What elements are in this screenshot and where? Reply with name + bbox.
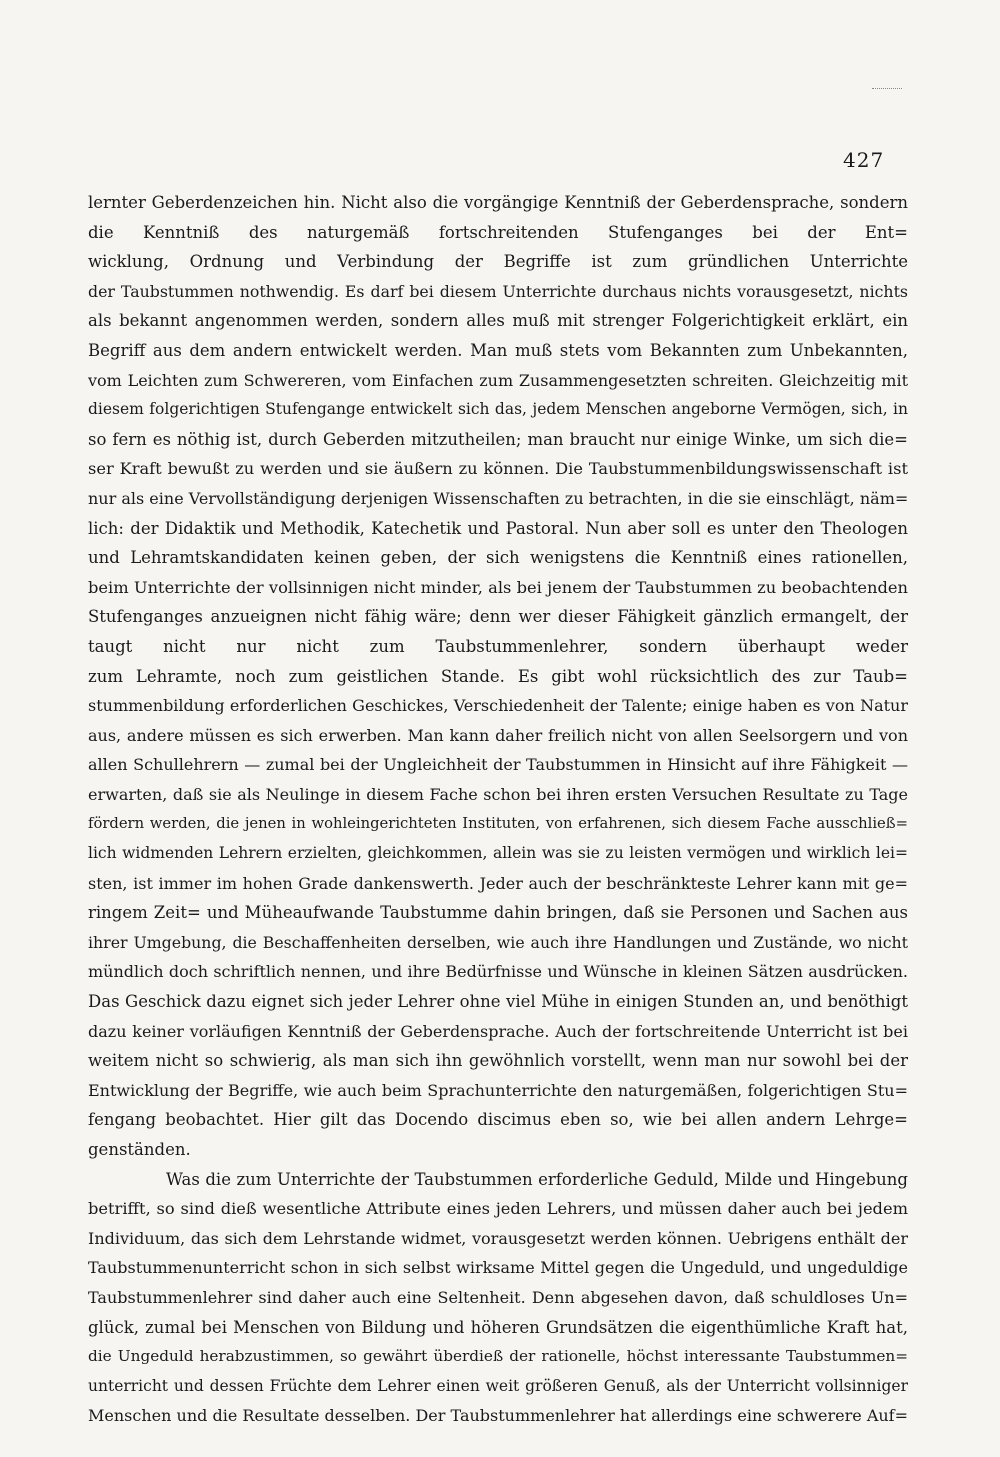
text-line: Taubstummenunterricht schon in sich selbst wirksame Mittel gegen die Ungeduld, und ungeduldige — [88, 1258, 908, 1278]
stray-mark — [872, 88, 902, 93]
text-line: fengang beobachtet. Hier gilt das Docendo discimus eben so, wie bei allen andern Lehrge= — [88, 1110, 908, 1130]
paragraph-start-line: Was die zum Unterrichte der Taubstummen erforderliche Geduld, Milde und Hingebung — [166, 1169, 908, 1189]
text-line: aus, andere müssen es sich erwerben. Man kann daher freilich nicht von allen Seelsorgern und von — [88, 725, 908, 745]
text-line: die Kenntniß des naturgemäß fortschreitenden Stufenganges bei der Ent= — [88, 222, 908, 242]
text-line: wicklung, Ordnung und Verbindung der Begriffe ist zum gründlichen Unterrichte — [88, 252, 908, 272]
text-line: Taubstummenlehrer sind daher auch eine Seltenheit. Denn abgesehen davon, daß schuldloses Un= — [88, 1287, 908, 1307]
text-line: der Taubstummen nothwendig. Es darf bei diesem Unterrichte durchaus nichts vorausgesetzt, nichts — [88, 281, 908, 301]
text-line: und Lehramtskandidaten keinen geben, der sich wenigstens die Kenntniß eines rationellen, — [88, 548, 908, 568]
text-line: sten, ist immer im hohen Grade dankenswerth. Jeder auch der beschränkteste Lehrer kann mit ge= — [88, 873, 908, 893]
text-line: mündlich doch schriftlich nennen, und ihre Bedürfnisse und Wünsche in kleinen Sätzen ausdrücken. — [88, 962, 908, 982]
text-line: nur als eine Vervollständigung derjenigen Wissenschaften zu betrachten, in die sie einschlägt, näm= — [88, 488, 908, 508]
text-line: Begriff aus dem andern entwickelt werden. Man muß stets vom Bekannten zum Unbekannten, — [88, 340, 908, 360]
text-line: Das Geschick dazu eignet sich jeder Lehrer ohne viel Mühe in einigen Stunden an, und benöthigt — [88, 992, 908, 1012]
text-line: als bekannt angenommen werden, sondern alles muß mit strenger Folgerichtigkeit erklärt, ein — [88, 311, 908, 331]
text-line: erwarten, daß sie als Neulinge in diesem Fache schon bei ihren ersten Versuchen Resultate zu Tage — [88, 784, 908, 804]
text-line: Stufenganges anzueignen nicht fähig wäre; denn wer dieser Fähigkeit gänzlich ermangelt, der — [88, 607, 908, 627]
text-line: Menschen und die Resultate desselben. Der Taubstummenlehrer hat allerdings eine schwerere Auf= — [88, 1406, 908, 1426]
text-line: betrifft, so sind dieß wesentliche Attribute eines jeden Lehrers, und müssen daher auch bei jedem — [88, 1199, 908, 1219]
text-line: die Ungeduld herabzustimmen, so gewährt überdieß der rationelle, höchst interessante Taubstummen= — [88, 1347, 908, 1366]
text-line: weitem nicht so schwierig, als man sich ihn gewöhnlich vorstellt, wenn man nur sowohl bei der — [88, 1051, 908, 1071]
text-line: unterricht und dessen Früchte dem Lehrer einen weit größeren Genuß, als der Unterricht vollsinniger — [88, 1376, 908, 1395]
text-line: beim Unterrichte der vollsinnigen nicht minder, als bei jenem der Taubstummen zu beobachtenden — [88, 577, 908, 597]
text-line: lich widmenden Lehrern erzielten, gleichkommen, allein was sie zu leisten vermögen und wirklich lei= — [88, 844, 908, 863]
text-line: zum Lehramte, noch zum geistlichen Stande. Es gibt wohl rücksichtlich des zur Taub= — [88, 666, 908, 686]
text-line: fördern werden, die jenen in wohleingerichteten Instituten, von erfahrenen, sich diesem Fache ausschließ= — [88, 815, 908, 833]
text-line: glück, zumal bei Menschen von Bildung und höheren Grundsätzen die eigenthümliche Kraft hat, — [88, 1317, 908, 1337]
text-line: Entwicklung der Begriffe, wie auch beim Sprachunterrichte den naturgemäßen, folgerichtigen Stu= — [88, 1080, 908, 1100]
text-line: vom Leichten zum Schwereren, vom Einfachen zum Zusammengesetzten schreiten. Gleichzeitig mit — [88, 370, 908, 390]
paragraph-end-line: genständen. — [88, 1140, 191, 1159]
text-line: taugt nicht nur nicht zum Taubstummenlehrer, sondern überhaupt weder — [88, 636, 908, 656]
text-line: lernter Geberdenzeichen hin. Nicht also die vorgängige Kenntniß der Geberdensprache, sondern — [88, 193, 908, 212]
text-line: lich: der Didaktik und Methodik, Katechetik und Pastoral. Nun aber soll es unter den Theologen — [88, 518, 908, 538]
text-line: Individuum, das sich dem Lehrstande widmet, vorausgesetzt werden können. Uebrigens enthält der — [88, 1228, 908, 1248]
text-line: allen Schullehrern — zumal bei der Ungleichheit der Taubstummen in Hinsicht auf ihre Fähigkeit — — [88, 755, 908, 775]
text-line: stummenbildung erforderlichen Geschickes, Verschiedenheit der Talente; einige haben es von Natur — [88, 696, 908, 716]
text-line: diesem folgerichtigen Stufengange entwickelt sich das, jedem Menschen angeborne Vermögen, sich, in — [88, 400, 908, 419]
text-line: ringem Zeit= und Müheaufwande Taubstumme dahin bringen, daß sie Personen und Sachen aus — [88, 903, 908, 923]
text-line: dazu keiner vorläufigen Kenntniß der Geberdensprache. Auch der fortschreitende Unterricht ist bei — [88, 1021, 908, 1041]
text-line: ser Kraft bewußt zu werden und sie äußern zu können. Die Taubstummenbildungswissenschaft ist — [88, 459, 908, 479]
body-text — [88, 188, 908, 1431]
text-line: ihrer Umgebung, die Beschaffenheiten derselben, wie auch ihre Handlungen und Zustände, wo nicht — [88, 932, 908, 952]
text-line: so fern es nöthig ist, durch Geberden mitzutheilen; man braucht nur einige Winke, um sich die= — [88, 429, 908, 449]
page-number: 427 — [843, 148, 885, 172]
